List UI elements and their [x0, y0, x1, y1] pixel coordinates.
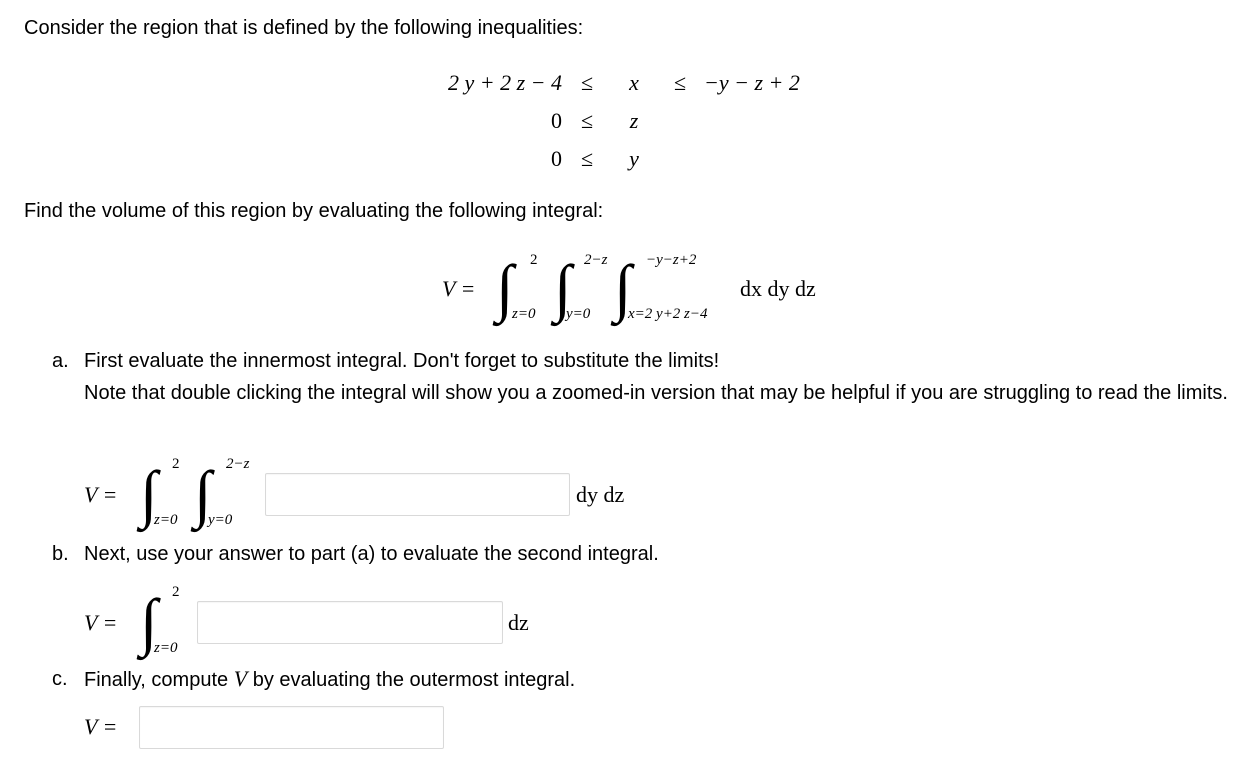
inequalities-table [420, 64, 844, 178]
intro-text: Consider the region that is defined by the following inequalities: [24, 17, 584, 39]
int-z-upper: 2 [530, 252, 538, 268]
integral-sign-y: ∫ [554, 252, 572, 323]
int-x-lower: x=2 y+2 z−4 [628, 306, 708, 322]
ineq1-op1: ≤ [580, 70, 594, 95]
part-c-text-after: by evaluating the outermost integral. [252, 669, 576, 691]
part-a-int-y-upper: 2−z [226, 456, 250, 472]
part-a-lhs: V = [84, 482, 118, 507]
inequality-row-2 [420, 102, 844, 140]
int-y-lower: y=0 [566, 306, 591, 322]
inequality-row-1 [420, 64, 844, 102]
part-b-answer-input[interactable] [197, 601, 503, 644]
int-x-upper: −y−z+2 [646, 252, 697, 268]
ineq2-mid: z [629, 108, 639, 133]
part-a-integral-sign-z: ∫ [140, 458, 158, 529]
part-a-text-block [84, 345, 1254, 409]
ineq2-op1: ≤ [580, 108, 594, 133]
ineq1-mid: x [629, 70, 639, 95]
find-text: Find the volume of this region by evaluating the following integral: [24, 200, 604, 222]
part-a-integral-sign-y: ∫ [194, 458, 212, 529]
part-a-note: Note that double clicking the integral will show you a zoomed-in version that may be helpful if you are struggling to read the limits. [84, 382, 1228, 404]
ineq3-left: 0 [551, 146, 562, 171]
part-a-text: First evaluate the innermost integral. Don't forget to substitute the limits! [84, 350, 720, 372]
int-z-lower: z=0 [512, 306, 536, 322]
ineq2-left: 0 [551, 108, 562, 133]
part-a-differentials: dy dz [576, 482, 625, 507]
integral-sign-x: ∫ [614, 252, 632, 323]
ineq3-mid: y [629, 146, 639, 171]
part-b-text: Next, use your answer to part (a) to evaluate the second integral. [84, 543, 659, 565]
main-integral-differentials: dx dy dz [740, 276, 816, 301]
part-a-int-z-lower: z=0 [154, 512, 178, 528]
part-c-label: c. [52, 668, 68, 690]
part-b-lhs: V = [84, 610, 118, 635]
part-c-text-before: Finally, compute [84, 669, 229, 691]
ineq1-op2: ≤ [673, 70, 687, 95]
inequality-row-3 [420, 140, 844, 178]
part-b-int-z-upper: 2 [172, 584, 180, 600]
ineq1-left: 2 y + 2 z − 4 [447, 70, 562, 95]
part-b-int-z-lower: z=0 [154, 640, 178, 656]
part-b-differentials: dz [508, 610, 529, 635]
part-c-answer-input[interactable] [139, 706, 444, 749]
main-integral[interactable] [440, 246, 840, 330]
ineq3-op1: ≤ [580, 146, 594, 171]
part-a-label: a. [52, 350, 69, 372]
part-c-text [84, 663, 575, 696]
part-a-int-z-upper: 2 [172, 456, 180, 472]
ineq1-right: −y − z + 2 [704, 70, 800, 95]
part-c-var: V [233, 666, 248, 691]
part-b-integral-sign-z: ∫ [140, 586, 158, 657]
integral-sign-z: ∫ [496, 252, 514, 323]
part-a-answer-input[interactable] [265, 473, 570, 516]
int-y-upper: 2−z [584, 252, 608, 268]
part-b-label: b. [52, 543, 69, 565]
part-a-int-y-lower: y=0 [208, 512, 233, 528]
part-c-lhs: V = [84, 714, 118, 739]
main-integral-lhs: V = [442, 276, 476, 301]
